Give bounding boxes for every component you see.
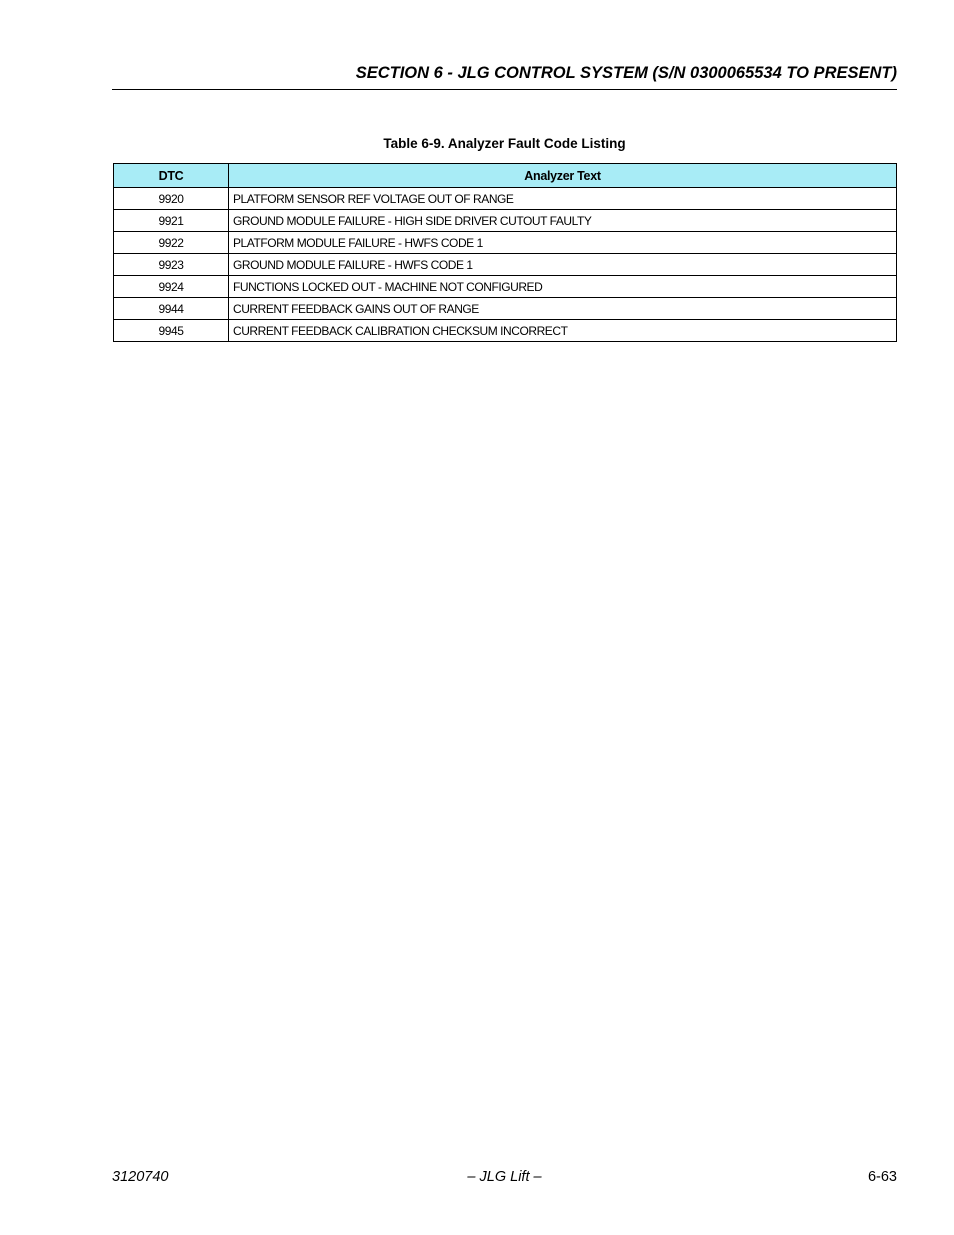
section-title: SECTION 6 - JLG CONTROL SYSTEM (S/N 0300065534 TO PRESENT) bbox=[355, 64, 897, 82]
table-header-row bbox=[114, 164, 897, 188]
table-row bbox=[114, 320, 897, 342]
analyzer-text-cell: PLATFORM SENSOR REF VOLTAGE OUT OF RANGE bbox=[229, 188, 897, 210]
table-caption: Table 6-9. Analyzer Fault Code Listing bbox=[383, 136, 626, 151]
dtc-cell: 9924 bbox=[114, 276, 229, 298]
dtc-cell: 9922 bbox=[114, 232, 229, 254]
analyzer-text-cell: PLATFORM MODULE FAILURE - HWFS CODE 1 bbox=[229, 232, 897, 254]
document-number: 3120740 bbox=[112, 1169, 169, 1185]
analyzer-text-cell: FUNCTIONS LOCKED OUT - MACHINE NOT CONFIGURED bbox=[229, 276, 897, 298]
page-number: 6-63 bbox=[867, 1169, 897, 1185]
table-row bbox=[114, 232, 897, 254]
dtc-cell: 9920 bbox=[114, 188, 229, 210]
analyzer-text-cell: CURRENT FEEDBACK CALIBRATION CHECKSUM INCORRECT bbox=[229, 320, 897, 342]
column-header-dtc: DTC bbox=[114, 164, 229, 188]
analyzer-text-cell: GROUND MODULE FAILURE - HIGH SIDE DRIVER CUTOUT FAULTY bbox=[229, 210, 897, 232]
table-row bbox=[114, 254, 897, 276]
dtc-cell: 9945 bbox=[114, 320, 229, 342]
column-header-analyzer-text: Analyzer Text bbox=[229, 164, 897, 188]
table-row bbox=[114, 298, 897, 320]
analyzer-text-cell: CURRENT FEEDBACK GAINS OUT OF RANGE bbox=[229, 298, 897, 320]
dtc-cell: 9944 bbox=[114, 298, 229, 320]
analyzer-text-cell: GROUND MODULE FAILURE - HWFS CODE 1 bbox=[229, 254, 897, 276]
dtc-cell: 9921 bbox=[114, 210, 229, 232]
footer-brand: – JLG Lift – bbox=[467, 1169, 542, 1185]
fault-code-table bbox=[113, 163, 897, 342]
table-row bbox=[114, 188, 897, 210]
table-row bbox=[114, 210, 897, 232]
dtc-cell: 9923 bbox=[114, 254, 229, 276]
table-row bbox=[114, 276, 897, 298]
header-divider bbox=[112, 89, 897, 90]
